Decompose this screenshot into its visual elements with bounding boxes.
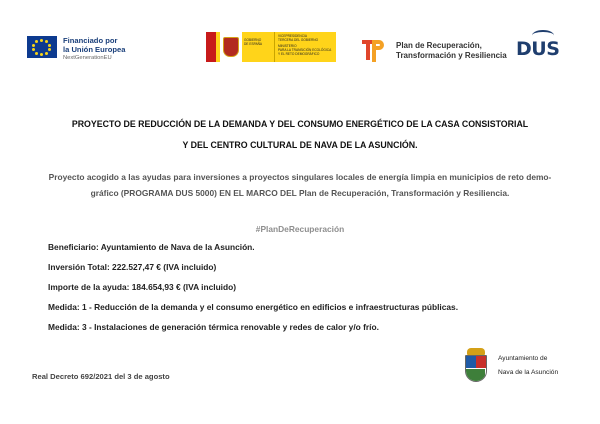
gob-right-line2: TERCERA DEL GOBIERNO bbox=[278, 38, 319, 42]
plan-recuperacion-logo bbox=[362, 38, 507, 64]
gob-left-line2: DE ESPAÑA bbox=[244, 42, 263, 46]
project-title bbox=[40, 114, 560, 156]
gob-right-line1: VICEPRESIDENCIA bbox=[278, 34, 308, 38]
eu-text-line1: Financiado por bbox=[63, 36, 118, 45]
gobierno-espana-logo bbox=[206, 32, 336, 62]
title-line1: PROYECTO DE REDUCCIÓN DE LA DEMANDA Y DEL CONSUMO ENERGÉTICO DE LA CASA CONSISTORIAL bbox=[71, 119, 529, 129]
trr-icon bbox=[362, 38, 388, 64]
gob-right-line6: Y EL RETO DEMOGRÁFICO bbox=[278, 52, 320, 56]
beneficiario: Beneficiario: Ayuntamiento de Nava de la Asunción. bbox=[48, 242, 255, 252]
dus-text: DUS bbox=[516, 38, 560, 60]
plan-line1: Plan de Recuperación, bbox=[396, 41, 482, 50]
gob-right-line4: MINISTERIO bbox=[278, 44, 297, 48]
nava-coat-of-arms-icon bbox=[462, 348, 490, 384]
plan-line2: Transformación y Resiliencia bbox=[396, 51, 507, 60]
gob-right-line5: PARA LA TRANSICIÓN ECOLÓGICA bbox=[278, 48, 332, 52]
medida-3: Medida: 3 - Instalaciones de generación térmica renovable y redes de calor y/o frío. bbox=[48, 322, 379, 332]
real-decreto: Real Decreto 692/2021 del 3 de agosto bbox=[32, 372, 170, 381]
title-line2: Y DEL CENTRO CULTURAL DE NAVA DE LA ASUNCIÓN. bbox=[182, 140, 418, 150]
inversion-total: Inversión Total: 222.527,47 € (IVA incluido) bbox=[48, 262, 217, 272]
eu-flag-icon bbox=[27, 36, 57, 58]
spain-coat-of-arms-icon bbox=[220, 32, 242, 62]
ayuntamiento-line1: Ayuntamiento de bbox=[498, 355, 548, 362]
ayuntamiento-logo bbox=[462, 348, 558, 384]
ayuntamiento-line2: Nava de la Asunción bbox=[498, 369, 559, 376]
project-description bbox=[44, 169, 556, 201]
dus-logo bbox=[516, 30, 564, 64]
project-info bbox=[48, 240, 568, 340]
eu-text-line2: la Unión Europea bbox=[63, 45, 126, 54]
eu-logo bbox=[27, 36, 125, 63]
eu-text-line3: NextGenerationEU bbox=[63, 55, 112, 61]
description-line1: Proyecto acogido a las ayudas para inversiones a proyectos singulares locales de energía limpia en municipios de reto demo- bbox=[48, 172, 552, 182]
hashtag: #PlanDeRecuperación bbox=[255, 224, 345, 234]
medida-1: Medida: 1 - Reducción de la demanda y el consumo energético en edificios e infraestructuras públicas. bbox=[48, 302, 459, 312]
description-line2: gráfico (PROGRAMA DUS 5000) EN EL MARCO DEL Plan de Recuperación, Transformación y Resiliencia. bbox=[90, 188, 510, 198]
logo-bar bbox=[0, 28, 600, 72]
importe-ayuda: Importe de la ayuda: 184.654,93 € (IVA incluido) bbox=[48, 282, 237, 292]
gob-left-line1: GOBIERNO bbox=[244, 38, 262, 42]
